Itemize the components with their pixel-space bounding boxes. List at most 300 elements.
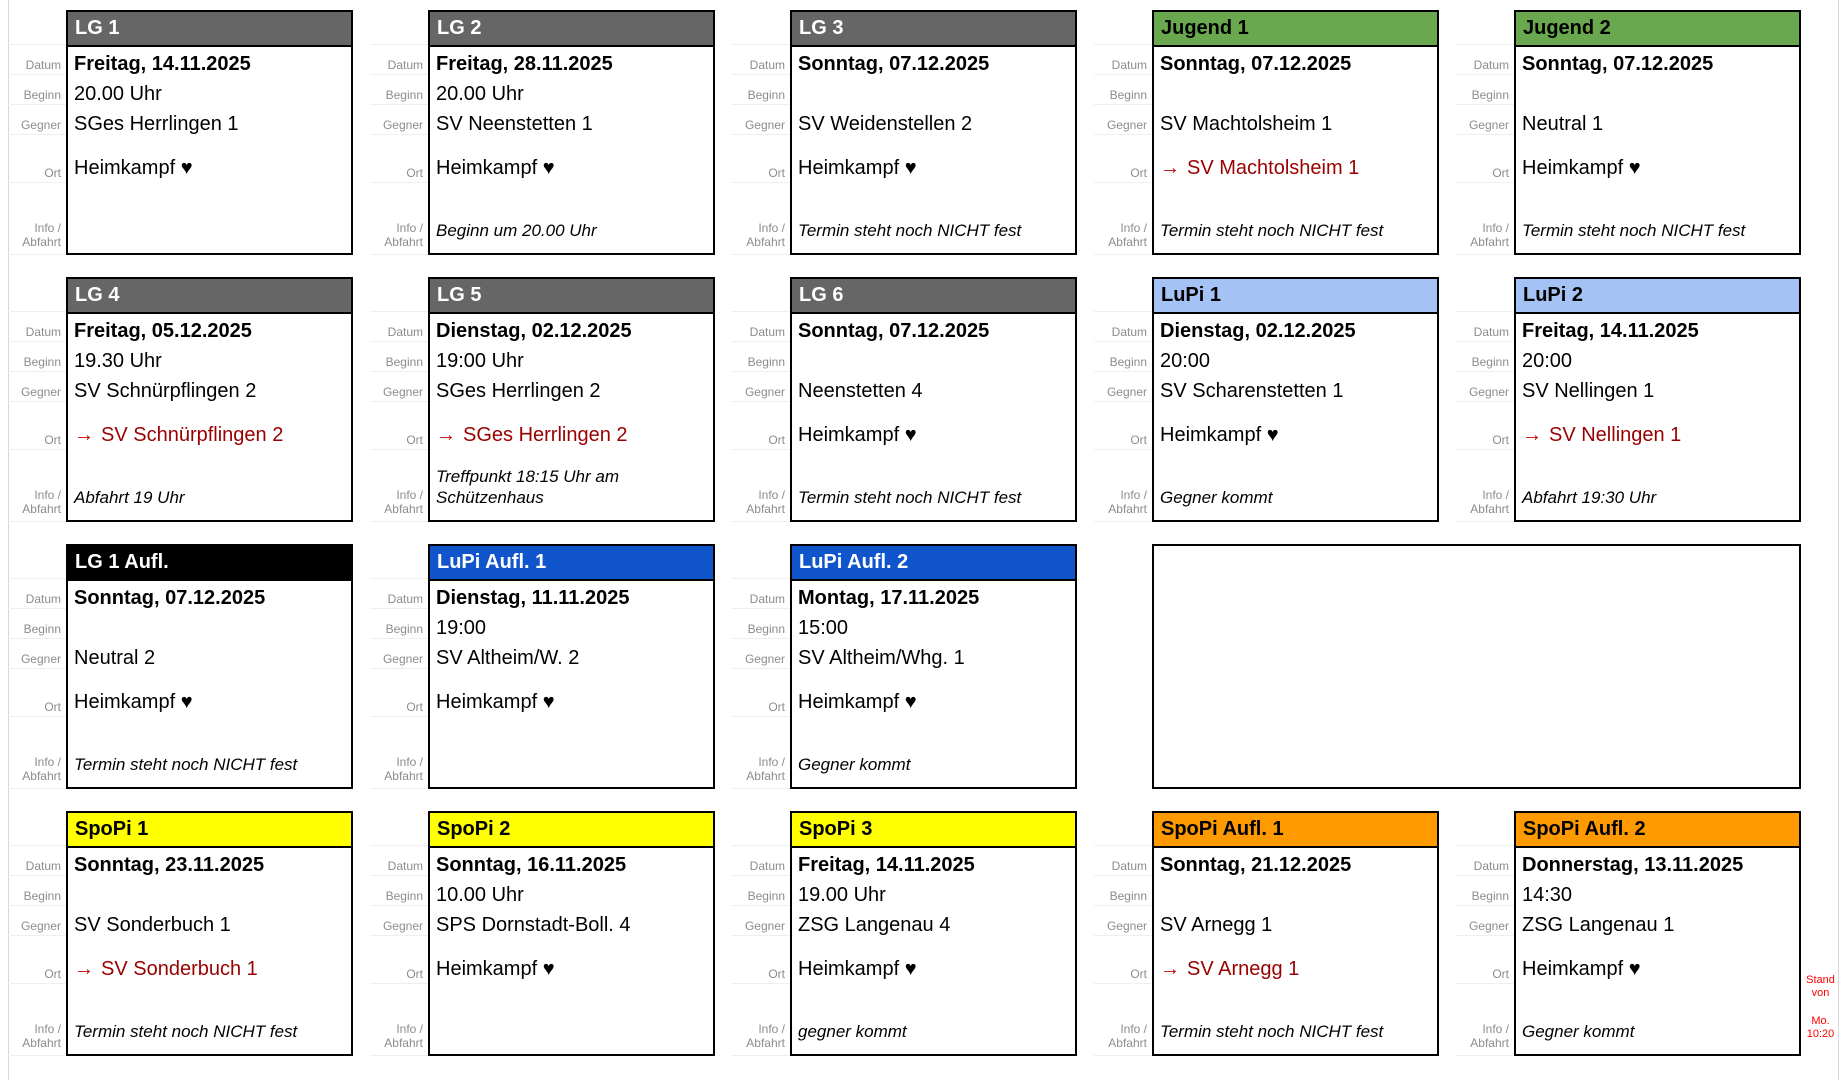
info-label-line1: Info / bbox=[1120, 221, 1147, 235]
info-value: Beginn um 20.00 Uhr bbox=[436, 221, 597, 240]
gegner-label: Gegner bbox=[382, 919, 423, 933]
info-label-line1: Info / bbox=[758, 1022, 785, 1036]
row-label-gutter bbox=[1094, 10, 1152, 255]
away-arrow-icon: → bbox=[1160, 958, 1180, 980]
schedule-card bbox=[66, 10, 353, 255]
info-value: Treffpunkt 18:15 Uhr am Schützenhaus bbox=[436, 467, 619, 507]
info-label-line1: Info / bbox=[396, 1022, 423, 1036]
stand-note bbox=[1800, 974, 1841, 1041]
info-label-line1: Info / bbox=[758, 755, 785, 769]
row-label-gutter bbox=[8, 277, 66, 522]
datum-label: Datum bbox=[1111, 325, 1147, 339]
gegner-value: Neutral 1 bbox=[1522, 113, 1604, 135]
info-label-line1: Info / bbox=[1482, 488, 1509, 502]
card-title: Jugend 2 bbox=[1516, 12, 1799, 47]
gegner-value: Neutral 2 bbox=[74, 647, 156, 669]
row-label-gutter bbox=[8, 811, 66, 1056]
schedule-card bbox=[1514, 10, 1801, 255]
info-value: Abfahrt 19:30 Uhr bbox=[1522, 488, 1657, 507]
ort-text: Heimkampf ♥ bbox=[1522, 157, 1641, 179]
row-label-gutter bbox=[1094, 277, 1152, 522]
beginn-label: Beginn bbox=[1471, 355, 1509, 369]
gutter-header-spacer bbox=[732, 544, 790, 579]
ort-label: Ort bbox=[768, 700, 785, 714]
datum-value: Sonntag, 07.12.2025 bbox=[1522, 53, 1714, 75]
gegner-value: SPS Dornstadt-Boll. 4 bbox=[436, 914, 631, 936]
beginn-value: 19:00 bbox=[436, 617, 487, 639]
ort-value bbox=[68, 404, 351, 452]
beginn-value: 10.00 Uhr bbox=[436, 884, 524, 906]
schedule-cell bbox=[732, 10, 1087, 255]
schedule-cell bbox=[1094, 277, 1449, 522]
info-label-line2: Abfahrt bbox=[384, 1036, 423, 1050]
ort-text: Heimkampf ♥ bbox=[798, 691, 917, 713]
beginn-label: Beginn bbox=[385, 622, 423, 636]
ort-text: Heimkampf ♥ bbox=[798, 424, 917, 446]
gegner-label: Gegner bbox=[20, 652, 61, 666]
card-title: LG 6 bbox=[792, 279, 1075, 314]
schedule-cell bbox=[732, 811, 1087, 1056]
beginn-label: Beginn bbox=[747, 355, 785, 369]
schedule-card bbox=[66, 811, 353, 1056]
ort-text: Heimkampf ♥ bbox=[798, 958, 917, 980]
schedule-cell bbox=[8, 10, 363, 255]
datum-label: Datum bbox=[749, 58, 785, 72]
beginn-label: Beginn bbox=[23, 88, 61, 102]
info-label-line2: Abfahrt bbox=[384, 235, 423, 249]
beginn-value bbox=[1516, 77, 1799, 107]
card-title: SpoPi Aufl. 1 bbox=[1154, 813, 1437, 848]
gegner-value: SV Altheim/Whg. 1 bbox=[798, 647, 965, 669]
gegner-label: Gegner bbox=[1106, 385, 1147, 399]
card-title: Jugend 1 bbox=[1154, 12, 1437, 47]
ort-label: Ort bbox=[1130, 433, 1147, 447]
datum-value: Freitag, 14.11.2025 bbox=[74, 53, 251, 75]
ort-label: Ort bbox=[768, 967, 785, 981]
away-arrow-icon: → bbox=[436, 424, 456, 446]
datum-label: Datum bbox=[1111, 859, 1147, 873]
beginn-label: Beginn bbox=[1471, 88, 1509, 102]
schedule-cell bbox=[370, 277, 725, 522]
info-label-line2: Abfahrt bbox=[384, 769, 423, 783]
ort-label: Ort bbox=[1492, 967, 1509, 981]
datum-value: Sonntag, 16.11.2025 bbox=[436, 854, 627, 876]
datum-label: Datum bbox=[1111, 58, 1147, 72]
gutter-header-spacer bbox=[370, 811, 428, 846]
gutter-header-spacer bbox=[8, 544, 66, 579]
card-title: LG 4 bbox=[68, 279, 351, 314]
datum-value: Dienstag, 11.11.2025 bbox=[436, 587, 630, 609]
row-label-gutter bbox=[732, 544, 790, 789]
card-title: SpoPi 2 bbox=[430, 813, 713, 848]
gutter-header-spacer bbox=[8, 277, 66, 312]
ort-text: Heimkampf ♥ bbox=[74, 157, 193, 179]
info-label-line1: Info / bbox=[34, 488, 61, 502]
datum-label: Datum bbox=[387, 325, 423, 339]
datum-label: Datum bbox=[387, 592, 423, 606]
schedule-card bbox=[1152, 811, 1439, 1056]
info-label-line1: Info / bbox=[758, 488, 785, 502]
datum-label: Datum bbox=[1473, 58, 1509, 72]
ort-value bbox=[430, 404, 713, 452]
beginn-value: 19.30 Uhr bbox=[74, 350, 162, 372]
beginn-value bbox=[1154, 77, 1437, 107]
beginn-value: 15:00 bbox=[798, 617, 849, 639]
ort-label: Ort bbox=[1492, 166, 1509, 180]
gegner-value: SV Sonderbuch 1 bbox=[74, 914, 231, 936]
ort-value bbox=[430, 137, 713, 185]
away-arrow-icon: → bbox=[1522, 424, 1542, 446]
ort-label: Ort bbox=[406, 433, 423, 447]
ort-value bbox=[1154, 137, 1437, 185]
away-arrow-icon: → bbox=[1160, 157, 1180, 179]
datum-label: Datum bbox=[25, 592, 61, 606]
gegner-label: Gegner bbox=[744, 919, 785, 933]
gegner-value: SV Nellingen 1 bbox=[1522, 380, 1655, 402]
ort-label: Ort bbox=[768, 166, 785, 180]
datum-value: Sonntag, 07.12.2025 bbox=[798, 320, 990, 342]
card-title: LG 5 bbox=[430, 279, 713, 314]
card-title: LuPi 2 bbox=[1516, 279, 1799, 314]
gutter-header-spacer bbox=[732, 10, 790, 45]
ort-value bbox=[792, 671, 1075, 719]
schedule-card bbox=[1152, 277, 1439, 522]
beginn-label: Beginn bbox=[1109, 889, 1147, 903]
row-label-gutter bbox=[1094, 811, 1152, 1056]
empty-cell bbox=[1094, 544, 1811, 789]
info-label-line2: Abfahrt bbox=[22, 769, 61, 783]
row-label-gutter bbox=[732, 811, 790, 1056]
info-label-line2: Abfahrt bbox=[746, 1036, 785, 1050]
datum-value: Donnerstag, 13.11.2025 bbox=[1522, 854, 1744, 876]
datum-label: Datum bbox=[25, 58, 61, 72]
gegner-label: Gegner bbox=[1468, 919, 1509, 933]
schedule-card bbox=[428, 544, 715, 789]
ort-text: Heimkampf ♥ bbox=[436, 691, 555, 713]
info-label-line1: Info / bbox=[1120, 488, 1147, 502]
ort-value bbox=[1516, 137, 1799, 185]
datum-value: Freitag, 14.11.2025 bbox=[798, 854, 975, 876]
gegner-value: SV Schnürpflingen 2 bbox=[74, 380, 257, 402]
datum-value: Freitag, 14.11.2025 bbox=[1522, 320, 1699, 342]
schedule-cell bbox=[1094, 10, 1449, 255]
ort-label: Ort bbox=[406, 166, 423, 180]
card-title: LuPi 1 bbox=[1154, 279, 1437, 314]
gegner-label: Gegner bbox=[744, 652, 785, 666]
datum-value: Sonntag, 23.11.2025 bbox=[74, 854, 265, 876]
schedule-board bbox=[8, 10, 1811, 1056]
info-label-line2: Abfahrt bbox=[1470, 502, 1509, 516]
gutter-header-spacer bbox=[370, 277, 428, 312]
beginn-label: Beginn bbox=[747, 88, 785, 102]
info-value: gegner kommt bbox=[798, 1022, 907, 1041]
schedule-card bbox=[790, 811, 1077, 1056]
row-label-gutter bbox=[8, 544, 66, 789]
info-value: Gegner kommt bbox=[798, 755, 911, 774]
schedule-cell bbox=[1456, 811, 1811, 1056]
ort-label: Ort bbox=[44, 166, 61, 180]
ort-value bbox=[1516, 938, 1799, 986]
beginn-label: Beginn bbox=[23, 622, 61, 636]
row-label-gutter bbox=[732, 277, 790, 522]
gegner-value: SV Scharenstetten 1 bbox=[1160, 380, 1344, 402]
info-label-line2: Abfahrt bbox=[22, 235, 61, 249]
beginn-value bbox=[792, 344, 1075, 374]
row-label-gutter bbox=[1456, 811, 1514, 1056]
info-label-line2: Abfahrt bbox=[1108, 1036, 1147, 1050]
gegner-label: Gegner bbox=[20, 118, 61, 132]
gegner-value: SGes Herrlingen 2 bbox=[436, 380, 601, 402]
row-label-gutter bbox=[1456, 10, 1514, 255]
datum-value: Sonntag, 07.12.2025 bbox=[1160, 53, 1352, 75]
beginn-value: 19.00 Uhr bbox=[798, 884, 886, 906]
beginn-label: Beginn bbox=[385, 88, 423, 102]
row-label-gutter bbox=[370, 10, 428, 255]
schedule-cell bbox=[1456, 10, 1811, 255]
schedule-cell bbox=[732, 544, 1087, 789]
schedule-card bbox=[1514, 277, 1801, 522]
beginn-value: 14:30 bbox=[1522, 884, 1573, 906]
info-value: Termin steht noch NICHT fest bbox=[74, 755, 298, 774]
schedule-cell bbox=[370, 811, 725, 1056]
info-value: Termin steht noch NICHT fest bbox=[798, 488, 1022, 507]
beginn-label: Beginn bbox=[385, 355, 423, 369]
ort-value bbox=[68, 671, 351, 719]
card-title: LuPi Aufl. 2 bbox=[792, 546, 1075, 581]
datum-label: Datum bbox=[1473, 859, 1509, 873]
beginn-label: Beginn bbox=[23, 889, 61, 903]
info-value: Abfahrt 19 Uhr bbox=[74, 488, 185, 507]
gegner-value: Neenstetten 4 bbox=[798, 380, 923, 402]
beginn-label: Beginn bbox=[1109, 355, 1147, 369]
card-title: LG 1 bbox=[68, 12, 351, 47]
gutter-header-spacer bbox=[1094, 811, 1152, 846]
info-label-line1: Info / bbox=[396, 221, 423, 235]
ort-text: SV Arnegg 1 bbox=[1187, 958, 1300, 980]
gegner-label: Gegner bbox=[382, 118, 423, 132]
empty-card bbox=[1152, 544, 1801, 789]
datum-value: Montag, 17.11.2025 bbox=[798, 587, 980, 609]
gegner-label: Gegner bbox=[20, 919, 61, 933]
datum-value: Freitag, 28.11.2025 bbox=[436, 53, 613, 75]
card-title: LG 3 bbox=[792, 12, 1075, 47]
info-label-line2: Abfahrt bbox=[1108, 235, 1147, 249]
datum-label: Datum bbox=[387, 58, 423, 72]
schedule-card bbox=[66, 544, 353, 789]
gutter-header-spacer bbox=[1456, 277, 1514, 312]
gutter-header-spacer bbox=[8, 10, 66, 45]
page-gridline-right bbox=[1838, 0, 1839, 1080]
info-value: Gegner kommt bbox=[1160, 488, 1273, 507]
schedule-card bbox=[428, 277, 715, 522]
card-title: LG 2 bbox=[430, 12, 713, 47]
stand-note-time: Mo. 10:20 bbox=[1806, 1015, 1835, 1040]
gutter-header-spacer bbox=[732, 811, 790, 846]
gegner-label: Gegner bbox=[382, 385, 423, 399]
beginn-value: 19:00 Uhr bbox=[436, 350, 524, 372]
beginn-label: Beginn bbox=[747, 622, 785, 636]
ort-value bbox=[792, 938, 1075, 986]
card-title: LuPi Aufl. 1 bbox=[430, 546, 713, 581]
gegner-value: ZSG Langenau 1 bbox=[1522, 914, 1675, 936]
gegner-value: SV Arnegg 1 bbox=[1160, 914, 1273, 936]
beginn-label: Beginn bbox=[1471, 889, 1509, 903]
ort-value bbox=[68, 137, 351, 185]
info-label-line1: Info / bbox=[1120, 1022, 1147, 1036]
beginn-value bbox=[68, 611, 351, 641]
ort-text: Heimkampf ♥ bbox=[1522, 958, 1641, 980]
ort-text: SV Schnürpflingen 2 bbox=[101, 424, 284, 446]
schedule-cell bbox=[732, 277, 1087, 522]
gegner-value: SV Machtolsheim 1 bbox=[1160, 113, 1333, 135]
datum-label: Datum bbox=[749, 859, 785, 873]
gutter-header-spacer bbox=[1094, 277, 1152, 312]
beginn-value bbox=[792, 77, 1075, 107]
stand-note-date: Stand von bbox=[1806, 974, 1835, 999]
row-label-gutter bbox=[1456, 277, 1514, 522]
ort-text: Heimkampf ♥ bbox=[798, 157, 917, 179]
info-value: Termin steht noch NICHT fest bbox=[74, 1022, 298, 1041]
gutter-header-spacer bbox=[370, 544, 428, 579]
datum-value: Sonntag, 21.12.2025 bbox=[1160, 854, 1352, 876]
info-value: Termin steht noch NICHT fest bbox=[1160, 1022, 1384, 1041]
beginn-value: 20:00 bbox=[1522, 350, 1573, 372]
info-label-line1: Info / bbox=[34, 755, 61, 769]
schedule-cell bbox=[1456, 277, 1811, 522]
schedule-card bbox=[428, 811, 715, 1056]
info-label-line2: Abfahrt bbox=[746, 502, 785, 516]
ort-text: Heimkampf ♥ bbox=[436, 958, 555, 980]
info-label-line2: Abfahrt bbox=[1470, 1036, 1509, 1050]
datum-value: Sonntag, 07.12.2025 bbox=[798, 53, 990, 75]
schedule-card bbox=[66, 277, 353, 522]
away-arrow-icon: → bbox=[74, 424, 94, 446]
info-label-line2: Abfahrt bbox=[1470, 235, 1509, 249]
info-value bbox=[430, 719, 713, 787]
ort-text: SV Machtolsheim 1 bbox=[1187, 157, 1360, 179]
info-value: Termin steht noch NICHT fest bbox=[798, 221, 1022, 240]
gegner-value: SV Neenstetten 1 bbox=[436, 113, 593, 135]
schedule-card bbox=[1514, 811, 1801, 1056]
ort-label: Ort bbox=[406, 967, 423, 981]
ort-value bbox=[792, 137, 1075, 185]
ort-value bbox=[430, 671, 713, 719]
ort-text: Heimkampf ♥ bbox=[436, 157, 555, 179]
schedule-card bbox=[790, 277, 1077, 522]
gegner-label: Gegner bbox=[1106, 919, 1147, 933]
ort-value bbox=[1516, 404, 1799, 452]
info-label-line2: Abfahrt bbox=[746, 769, 785, 783]
info-value: Gegner kommt bbox=[1522, 1022, 1635, 1041]
row-label-gutter bbox=[732, 10, 790, 255]
ort-text: Heimkampf ♥ bbox=[1160, 424, 1279, 446]
ort-value bbox=[68, 938, 351, 986]
info-label-line1: Info / bbox=[1482, 221, 1509, 235]
ort-value bbox=[1154, 938, 1437, 986]
info-value: Termin steht noch NICHT fest bbox=[1160, 221, 1384, 240]
gegner-value: ZSG Langenau 4 bbox=[798, 914, 951, 936]
gegner-value: SV Weidenstellen 2 bbox=[798, 113, 973, 135]
info-label-line1: Info / bbox=[396, 755, 423, 769]
beginn-value bbox=[68, 878, 351, 908]
schedule-cell bbox=[370, 544, 725, 789]
gegner-label: Gegner bbox=[1468, 118, 1509, 132]
info-label-line1: Info / bbox=[34, 221, 61, 235]
row-label-gutter bbox=[370, 811, 428, 1056]
beginn-label: Beginn bbox=[747, 889, 785, 903]
gutter-header-spacer bbox=[8, 811, 66, 846]
datum-value: Sonntag, 07.12.2025 bbox=[74, 587, 266, 609]
card-title: SpoPi 1 bbox=[68, 813, 351, 848]
ort-label: Ort bbox=[1130, 967, 1147, 981]
info-value: Termin steht noch NICHT fest bbox=[1522, 221, 1746, 240]
datum-label: Datum bbox=[749, 592, 785, 606]
datum-label: Datum bbox=[749, 325, 785, 339]
ort-label: Ort bbox=[44, 433, 61, 447]
info-value bbox=[68, 185, 351, 253]
card-title: SpoPi 3 bbox=[792, 813, 1075, 848]
gutter-header-spacer bbox=[1456, 811, 1514, 846]
datum-label: Datum bbox=[25, 325, 61, 339]
ort-text: SGes Herrlingen 2 bbox=[463, 424, 628, 446]
gutter-header-spacer bbox=[1456, 10, 1514, 45]
row-label-gutter bbox=[370, 544, 428, 789]
card-title: SpoPi Aufl. 2 bbox=[1516, 813, 1799, 848]
ort-label: Ort bbox=[1492, 433, 1509, 447]
away-arrow-icon: → bbox=[74, 958, 94, 980]
datum-label: Datum bbox=[25, 859, 61, 873]
ort-text: SV Nellingen 1 bbox=[1549, 424, 1682, 446]
ort-text: SV Sonderbuch 1 bbox=[101, 958, 258, 980]
ort-label: Ort bbox=[768, 433, 785, 447]
info-label-line1: Info / bbox=[34, 1022, 61, 1036]
info-value bbox=[430, 986, 713, 1054]
schedule-card bbox=[1152, 10, 1439, 255]
schedule-cell bbox=[8, 544, 363, 789]
beginn-label: Beginn bbox=[23, 355, 61, 369]
schedule-card bbox=[428, 10, 715, 255]
info-label-line2: Abfahrt bbox=[746, 235, 785, 249]
info-label-line1: Info / bbox=[396, 488, 423, 502]
ort-label: Ort bbox=[44, 700, 61, 714]
schedule-cell bbox=[8, 811, 363, 1056]
gegner-value: SV Altheim/W. 2 bbox=[436, 647, 580, 669]
beginn-value: 20.00 Uhr bbox=[436, 83, 524, 105]
datum-value: Freitag, 05.12.2025 bbox=[74, 320, 252, 342]
card-title: LG 1 Aufl. bbox=[68, 546, 351, 581]
schedule-cell bbox=[370, 10, 725, 255]
info-label-line2: Abfahrt bbox=[22, 502, 61, 516]
ort-value bbox=[1154, 404, 1437, 452]
info-label-line1: Info / bbox=[758, 221, 785, 235]
info-label-line2: Abfahrt bbox=[1108, 502, 1147, 516]
beginn-value: 20.00 Uhr bbox=[74, 83, 162, 105]
gegner-label: Gegner bbox=[1106, 118, 1147, 132]
gegner-label: Gegner bbox=[744, 118, 785, 132]
ort-label: Ort bbox=[44, 967, 61, 981]
row-label-gutter bbox=[8, 10, 66, 255]
schedule-card bbox=[790, 10, 1077, 255]
beginn-label: Beginn bbox=[385, 889, 423, 903]
info-label-line2: Abfahrt bbox=[22, 1036, 61, 1050]
info-label-line1: Info / bbox=[1482, 1022, 1509, 1036]
ort-text: Heimkampf ♥ bbox=[74, 691, 193, 713]
beginn-value bbox=[1154, 878, 1437, 908]
datum-value: Dienstag, 02.12.2025 bbox=[1160, 320, 1356, 342]
beginn-label: Beginn bbox=[1109, 88, 1147, 102]
ort-value bbox=[792, 404, 1075, 452]
gutter-header-spacer bbox=[1094, 10, 1152, 45]
